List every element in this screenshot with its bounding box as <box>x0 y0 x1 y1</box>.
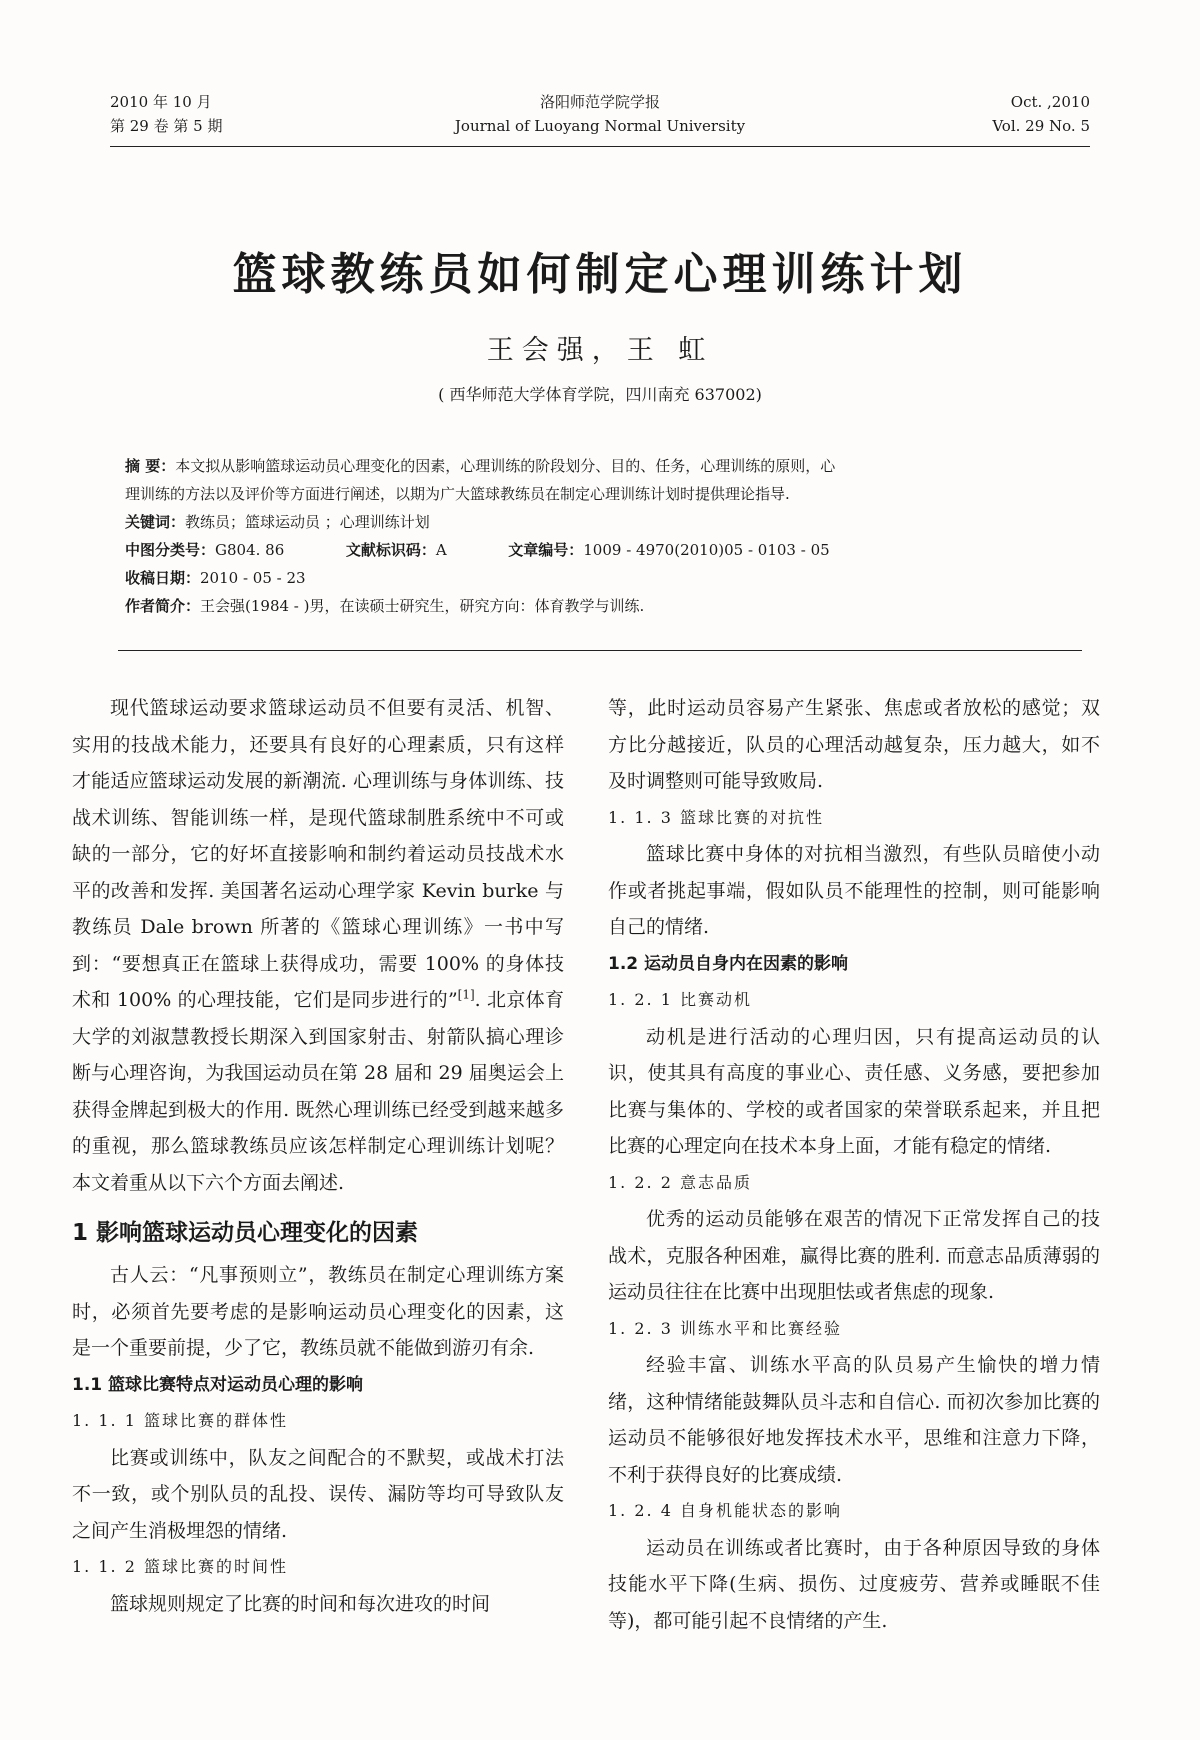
subsubsection-heading-1-2-4: 1. 2. 4 自身机能状态的影响 <box>608 1501 842 1520</box>
subsubsection-heading-1-2-2: 1. 2. 2 意志品质 <box>608 1172 752 1192</box>
abstract-label: 摘 要： <box>125 457 176 475</box>
keywords-value: 教练员；篮球运动员 ；心理训练计划 <box>185 513 430 531</box>
paragraph: 比赛或训练中，队友之间配合的不默契，或战术打法不一致，或个别队员的乱投、误传、漏防等均可导致队友之间产生消极埋怨的情绪. <box>72 1446 564 1542</box>
journal-name-en: Journal of Luoyang Normal University <box>454 117 746 135</box>
classification-row <box>125 536 1075 564</box>
right-column <box>608 690 1100 1639</box>
paragraph: 动机是进行活动的心理归因，只有提高运动员的认识，使其具有高度的事业心、责任感、义务感，要把参加比赛与集体的、学校的或者国家的荣誉联系起来，并且把比赛的心理定向在技术本身上面，才能有稳定的情绪. <box>608 1025 1100 1157</box>
clc-value: G804. 86 <box>215 541 285 559</box>
header-right <box>992 90 1090 138</box>
paragraph: 等，此时运动员容易产生紧张、焦虑或者放松的感觉；双方比分越接近，队员的心理活动越复杂，压力越大，如不及时调整则可能导致败局. <box>608 697 1100 792</box>
subsection-heading-1-2: 1.2 运动员自身内在因素的影响 <box>608 953 849 974</box>
article-authors: 王会强，王 虹 <box>486 335 714 366</box>
running-header <box>110 90 1090 146</box>
keywords-row <box>125 508 1075 536</box>
subsubsection-heading-1-1-1: 1. 1. 1 篮球比赛的群体性 <box>72 1411 288 1430</box>
author-affiliation: ( 西华师范大学体育学院，四川南充 637002) <box>438 385 762 404</box>
citation-ref: [1] <box>457 987 475 1002</box>
paragraph: 优秀的运动员能够在艰苦的情况下正常发挥自己的技战术，克服各种困难，赢得比赛的胜利. 而意志品质薄弱的运动员往往在比赛中出现胆怯或者焦虑的现象. <box>608 1208 1100 1303</box>
abstract-block <box>125 452 1075 620</box>
header-volume: 第 29 卷 第 5 期 <box>110 117 223 135</box>
paragraph: 古人云：“凡事预则立”，教练员在制定心理训练方案时，必须首先要考虑的是影响运动员心理变化的因素，这是一个重要前提，少了它，教练员就不能做到游刃有余. <box>72 1264 564 1359</box>
abstract-divider <box>118 650 1082 651</box>
article-number-value: 1009 - 4970(2010)05 - 0103 - 05 <box>583 541 830 559</box>
journal-name-cn: 洛阳师范学院学报 <box>539 93 660 111</box>
doc-code-label: 文献标识码： <box>345 541 436 559</box>
section-heading-1: 1 影响篮球运动员心理变化的因素 <box>72 1220 419 1246</box>
article-number-label: 文章编号： <box>508 541 584 559</box>
abstract-text-1: 本文拟从影响篮球运动员心理变化的因素，心理训练的阶段划分、目的、任务，心理训练的原则，心 <box>175 457 836 475</box>
paragraph: 现代篮球运动要求篮球运动员不但要有灵活、机智、实用的技战术能力，还要具有良好的心理素质，只有这样才能适应篮球运动发展的新潮流. 心理训练与身体训练、技战术训练、智能训练一样，是现代篮球制胜系统中不可或缺的一部分，它的好坏直接影响和制约着运动员技战术水平的改善和发挥. 美国著名运动心理学家 Kevin burke 与教练员 Dale brown 所著的《篮球心理训练》一书中写到：“要想真正在篮球上获得成功，需要 100% 的身体技术和 100% 的心理技能，它们是同步进行的”[1]. 北京体育大学的刘淑慧教授长期深入到国家射击、射箭队搞心理诊断与心理咨询，为我国运动员在第 28 届和 29 届奥运会上获得金牌起到极大的作用. 既然心理训练已经受到越来越多的重视，那么篮球教练员应该怎样制定心理训练计划呢？本文着重从以下六个方面去阐述. <box>72 697 564 1194</box>
subsubsection-heading-1-1-3: 1. 1. 3 篮球比赛的对抗性 <box>608 807 824 827</box>
paragraph: 篮球比赛中身体的对抗相当激烈，有些队员暗使小动作或者挑起事端，假如队员不能理性的控制，则可能影响自己的情绪. <box>608 843 1100 938</box>
author-bio-label: 作者简介： <box>125 597 201 615</box>
subsection-heading-1-1: 1.1 篮球比赛特点对运动员心理的影响 <box>72 1374 364 1395</box>
abstract-text-2: 理训练的方法以及评价等方面进行阐述，以期为广大篮球教练员在制定心理训练计划时提供理论指导. <box>125 485 790 503</box>
author-bio-row <box>125 592 1075 620</box>
abstract-row <box>125 452 1075 480</box>
received-label: 收稿日期： <box>125 569 201 587</box>
received-row <box>125 564 1075 592</box>
header-divider <box>110 146 1090 147</box>
doc-code-value: A <box>435 541 447 559</box>
left-column <box>72 690 564 1622</box>
received-value: 2010 - 05 - 23 <box>200 569 306 587</box>
paragraph: 运动员在训练或者比赛时，由于各种原因导致的身体技能水平下降(生病、损伤、过度疲劳、营养或睡眠不佳等)，都可能引起不良情绪的产生. <box>608 1536 1100 1632</box>
keywords-label: 关键词： <box>125 513 186 531</box>
author-bio-value: 王会强(1984 - )男，在读硕士研究生，研究方向：体育教学与训练. <box>200 597 645 615</box>
subsubsection-heading-1-2-1: 1. 2. 1 比赛动机 <box>608 990 752 1009</box>
subsubsection-heading-1-2-3: 1. 2. 3 训练水平和比赛经验 <box>608 1318 842 1338</box>
paragraph: 经验丰富、训练水平高的队员易产生愉快的增力情绪，这种情绪能鼓舞队员斗志和自信心. 而初次参加比赛的运动员不能够很好地发挥技术水平，思维和注意力下降，不利于获得良好的比赛成绩. <box>608 1354 1100 1486</box>
header-volume-en: Vol. 29 No. 5 <box>992 117 1090 135</box>
subsubsection-heading-1-1-2: 1. 1. 2 篮球比赛的时间性 <box>72 1557 288 1576</box>
header-center <box>110 90 1090 138</box>
article-title: 篮球教练员如何制定心理训练计划 <box>232 249 968 300</box>
paragraph: 篮球规则规定了比赛的时间和每次进攻的时间 <box>110 1592 491 1615</box>
header-date: 2010 年 10 月 <box>110 93 212 111</box>
header-date-en: Oct. ,2010 <box>1010 93 1090 111</box>
clc-label: 中图分类号： <box>125 541 216 559</box>
